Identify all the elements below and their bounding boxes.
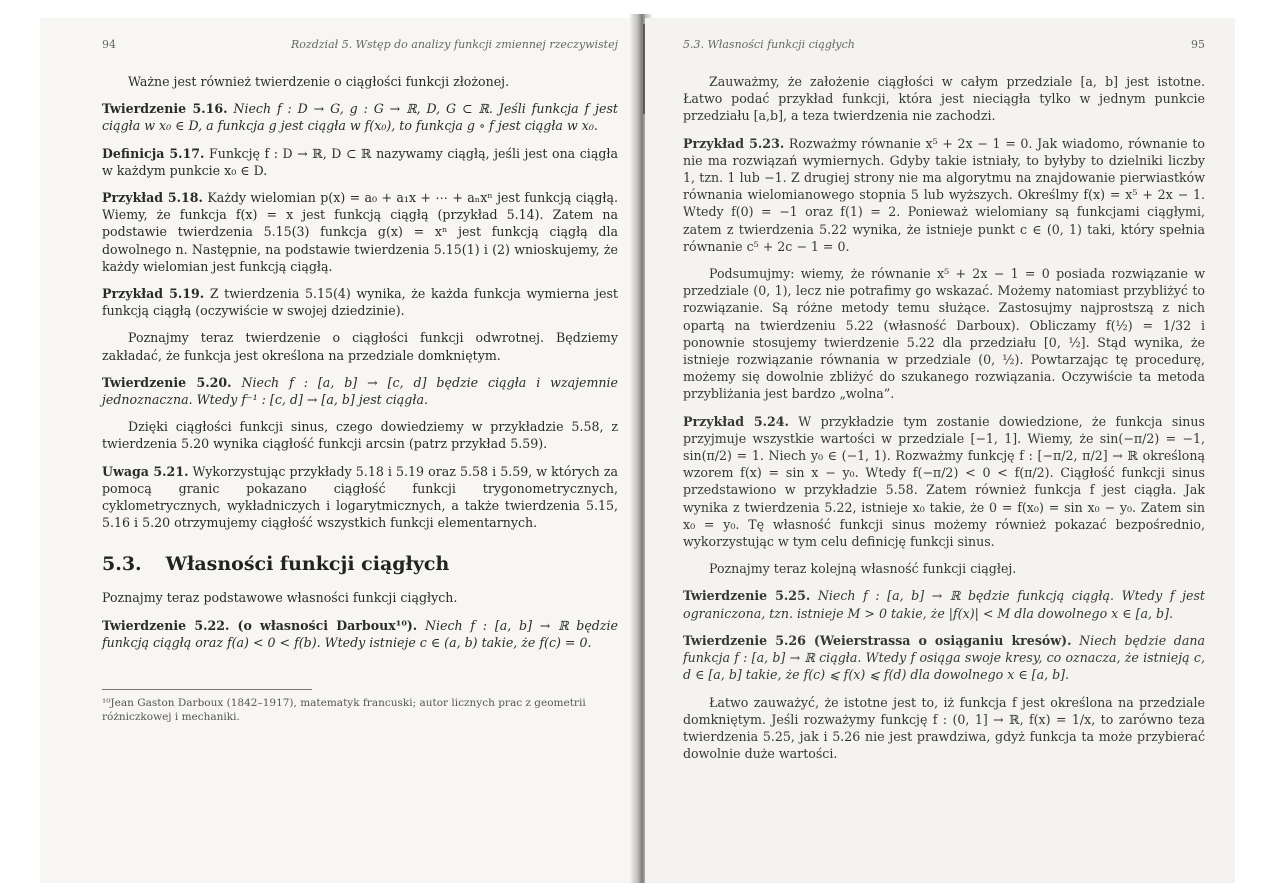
theorem-label: Twierdzenie 5.16.	[102, 101, 228, 117]
right-running-title: 5.3. Własności funkcji ciągłych	[683, 38, 855, 51]
section-title: Własności funkcji ciągłych	[165, 553, 450, 576]
theorem-5-16	[102, 100, 618, 134]
section-number: 5.3.	[102, 553, 142, 576]
summary-paragraph: Podsumujmy: wiemy, że równanie x⁵ + 2x − 1 = 0 posiada rozwiązanie w przedziale (0, 1), lecz nie potrafimy go wskazać. Możemy natomiast przybliżyć to rozwiązanie. Są różne metody temu służące. Zastosujmy najprostszą z nich opartą na twierdzeniu 5.22 (własność Darboux). Obliczamy f(½) = 1/32 i ponownie stosujemy twierdzenie 5.22 dla przedziału [0, ½]. Stąd wynika, że istnieje rozwiązanie równania w przedziale (0, ½). Powtarzając tę procedurę, możemy się dowolnie zbliżyć do szukanego rozwiązania. Oczywiście ta metoda przybliżania jest bardzo „wolna”.	[683, 266, 1205, 402]
remark-5-21	[102, 463, 618, 532]
example-5-23	[683, 135, 1205, 255]
example-label: Przykład 5.19.	[102, 286, 205, 302]
example-label: Przykład 5.23.	[683, 135, 785, 151]
intro-paragraph: Ważne jest również twierdzenie o ciągłości funkcji złożonej.	[128, 74, 510, 89]
theorem-label: Twierdzenie 5.20.	[102, 374, 232, 390]
theorem-5-22	[102, 617, 618, 651]
right-page	[645, 18, 1235, 883]
definition-label: Definicja 5.17.	[102, 145, 205, 161]
theorem-label: Twierdzenie 5.26 (Weierstrassa o osiąganiu kresów).	[683, 632, 1072, 648]
example-5-18	[102, 189, 618, 275]
left-page-number: 94	[102, 38, 116, 51]
remark-label: Uwaga 5.21.	[102, 463, 189, 479]
theorem-text: Niech f : D → G, g : G → ℝ, D, G ⊂ ℝ. Jeśli funkcja f jest ciągła w x₀ ∈ D, a funkcja g jest ciągła w f(x₀), to funkcja g ∘ f jest ciągła w x₀.	[102, 101, 618, 134]
theorem-5-26	[683, 632, 1205, 684]
theorem-text: Niech f : [a, b] → ℝ będzie funkcją ciągłą oraz f(a) < 0 < f(b). Wtedy istnieje c ∈ (a, b) takie, że f(c) = 0.	[102, 617, 618, 650]
footnote-rule	[102, 689, 312, 690]
theorem-text: Niech f : [a, b] → [c, d] będzie ciągła i wzajemnie jednoznaczna. Wtedy f⁻¹ : [c, d] → [a, b] jest ciągła.	[102, 374, 618, 408]
left-running-title: Rozdział 5. Wstęp do analizy funkcji zmiennej rzeczywistej	[291, 38, 618, 51]
example-5-19	[102, 285, 618, 319]
next-property-paragraph: Poznajmy teraz kolejną własność funkcji ciągłej.	[709, 561, 1017, 577]
example-label: Przykład 5.24.	[683, 413, 789, 429]
example-text: Z twierdzenia 5.15(4) wynika, że każda funkcja wymierna jest funkcją ciągłą (oczywiście w swojej dziedzinie).	[102, 286, 618, 319]
theorem-5-25	[683, 587, 1205, 621]
theorem-label: Twierdzenie 5.25.	[683, 588, 811, 604]
right-running-head	[683, 38, 1205, 51]
continuity-remark-paragraph: Zauważmy, że założenie ciągłości w całym przedziale [a, b] jest istotne. Łatwo podać przykład funkcji, która jest nieciągła tylko w jednym punkcie przedziału [a,b], a teza twierdzenia nie zachodzi.	[683, 74, 1205, 124]
closed-interval-paragraph: Łatwo zauważyć, że istotne jest to, iż funkcja f jest określona na przedziale domkniętym. Jeśli rozważymy funkcję f : (0, 1] → ℝ, f(x) = 1/x, to zarówno teza twierdzenia 5.25, jak i 5.26 nie jest prawdziwa, gdyż funkcja ta może przybierać dowolnie duże wartości.	[683, 694, 1205, 762]
theorem-text: Niech f : [a, b] → ℝ będzie funkcją ciągłą. Wtedy f jest ograniczona, tzn. istnieje M > 0 takie, że |f(x)| < M dla dowolnego x ∈ [a, b].	[683, 588, 1205, 621]
example-text: Każdy wielomian p(x) = a₀ + a₁x + ⋯ + aₙxⁿ jest funkcją ciągłą. Wiemy, że funkcja f(x) = x jest funkcją ciągłą (przykład 5.14). Zatem na podstawie twierdzenia 5.15(3) funkcja g(x) = xⁿ jest funkcją ciągłą dla dowolnego n. Następnie, na podstawie twierdzenia 5.15(1) i (2) wnioskujemy, że każdy wielomian jest funkcją ciągłą.	[102, 190, 618, 274]
definition-text: Funkcję f : D → ℝ, D ⊂ ℝ nazywamy ciągłą, jeśli jest ona ciągła w każdym punkcie x₀ ∈ D.	[102, 145, 618, 178]
theorem-text: Niech będzie dana funkcja f : [a, b] → ℝ ciągła. Wtedy f osiąga swoje kresy, co oznacza, że istnieją c, d ∈ [a, b] takie, że f(c) ⩽ f(x) ⩽ f(d) dla dowolnego x ∈ [a, b].	[683, 632, 1205, 683]
sinus-paragraph: Dzięki ciągłości funkcji sinus, czego dowiedziemy w przykładzie 5.58, z twierdzenia 5.20 wynika ciągłość funkcji arcsin (patrz przykład 5.59).	[102, 419, 618, 452]
left-page	[40, 18, 638, 883]
section-intro: Poznajmy teraz podstawowe własności funkcji ciągłych.	[102, 590, 458, 606]
theorem-5-20	[102, 374, 618, 408]
definition-5-17	[102, 145, 618, 179]
example-label: Przykład 5.18.	[102, 190, 203, 206]
left-running-head	[102, 38, 618, 51]
theorem-label: Twierdzenie 5.22. (o własności Darboux¹⁰).	[102, 617, 418, 633]
remark-text: Wykorzystując przykłady 5.18 i 5.19 oraz 5.58 i 5.59, w których za pomocą granic pokazano ciągłość funkcji trygonometrycznych, cyklometrycznych, wykładniczych i logarytmicznych, a także twierdzenia 5.15, 5.16 i 5.20 otrzymujemy ciągłość wszystkich funkcji elementarnych.	[102, 463, 618, 531]
footnote-darboux: ¹⁰Jean Gaston Darboux (1842–1917), matematyk francuski; autor licznych prac z geometrii różniczkowej i mechaniki.	[102, 697, 586, 724]
example-5-24	[683, 413, 1205, 551]
inverse-function-paragraph: Poznajmy teraz twierdzenie o ciągłości funkcji odwrotnej. Będziemy zakładać, że funkcja jest określona na przedziale domkniętym.	[102, 330, 618, 363]
example-text: W przykładzie tym zostanie dowiedzione, że funkcja sinus przyjmuje wszystkie wartości w przedziale [−1, 1]. Wiemy, że sin(−π/2) = −1, sin(π/2) = 1. Niech y₀ ∈ (−1, 1). Rozważmy funkcję f : [−π/2, π/2] → ℝ określoną wzorem f(x) = sin x − y₀. Wtedy f(−π/2) < 0 < f(π/2). Ciągłość funkcji sinus przedstawiono w przykładzie 5.58. Zatem również funkcja f jest ciągła. Jak wynika z twierdzenia 5.22, istnieje x₀ takie, że 0 = f(x₀) = sin x₀ − y₀. Zatem sin x₀ = y₀. Tę własność funkcji sinus możemy również pokazać bezpośrednio, wykorzystując w tym celu definicję funkcji sinus.	[683, 413, 1205, 550]
example-text: Rozważmy równanie x⁵ + 2x − 1 = 0. Jak wiadomo, równanie to nie ma rozwiązań wymiernych. Gdyby takie istniały, to byłyby to dzielniki liczby 1, tzn. 1 lub −1. Z drugiej strony nie ma algorytmu na znajdowanie pierwiastków równania wielomianowego stopnia 5 lub wyższych. Określmy f(x) = x⁵ + 2x − 1. Wtedy f(0) = −1 oraz f(1) = 2. Ponieważ wielomiany są funkcjami ciągłymi, zatem z twierdzenia 5.22 wynika, że istnieje punkt c ∈ (0, 1) taki, który spełnia równanie c⁵ + 2c − 1 = 0.	[683, 135, 1205, 254]
right-page-number: 95	[1191, 38, 1205, 51]
section-heading	[102, 553, 618, 575]
